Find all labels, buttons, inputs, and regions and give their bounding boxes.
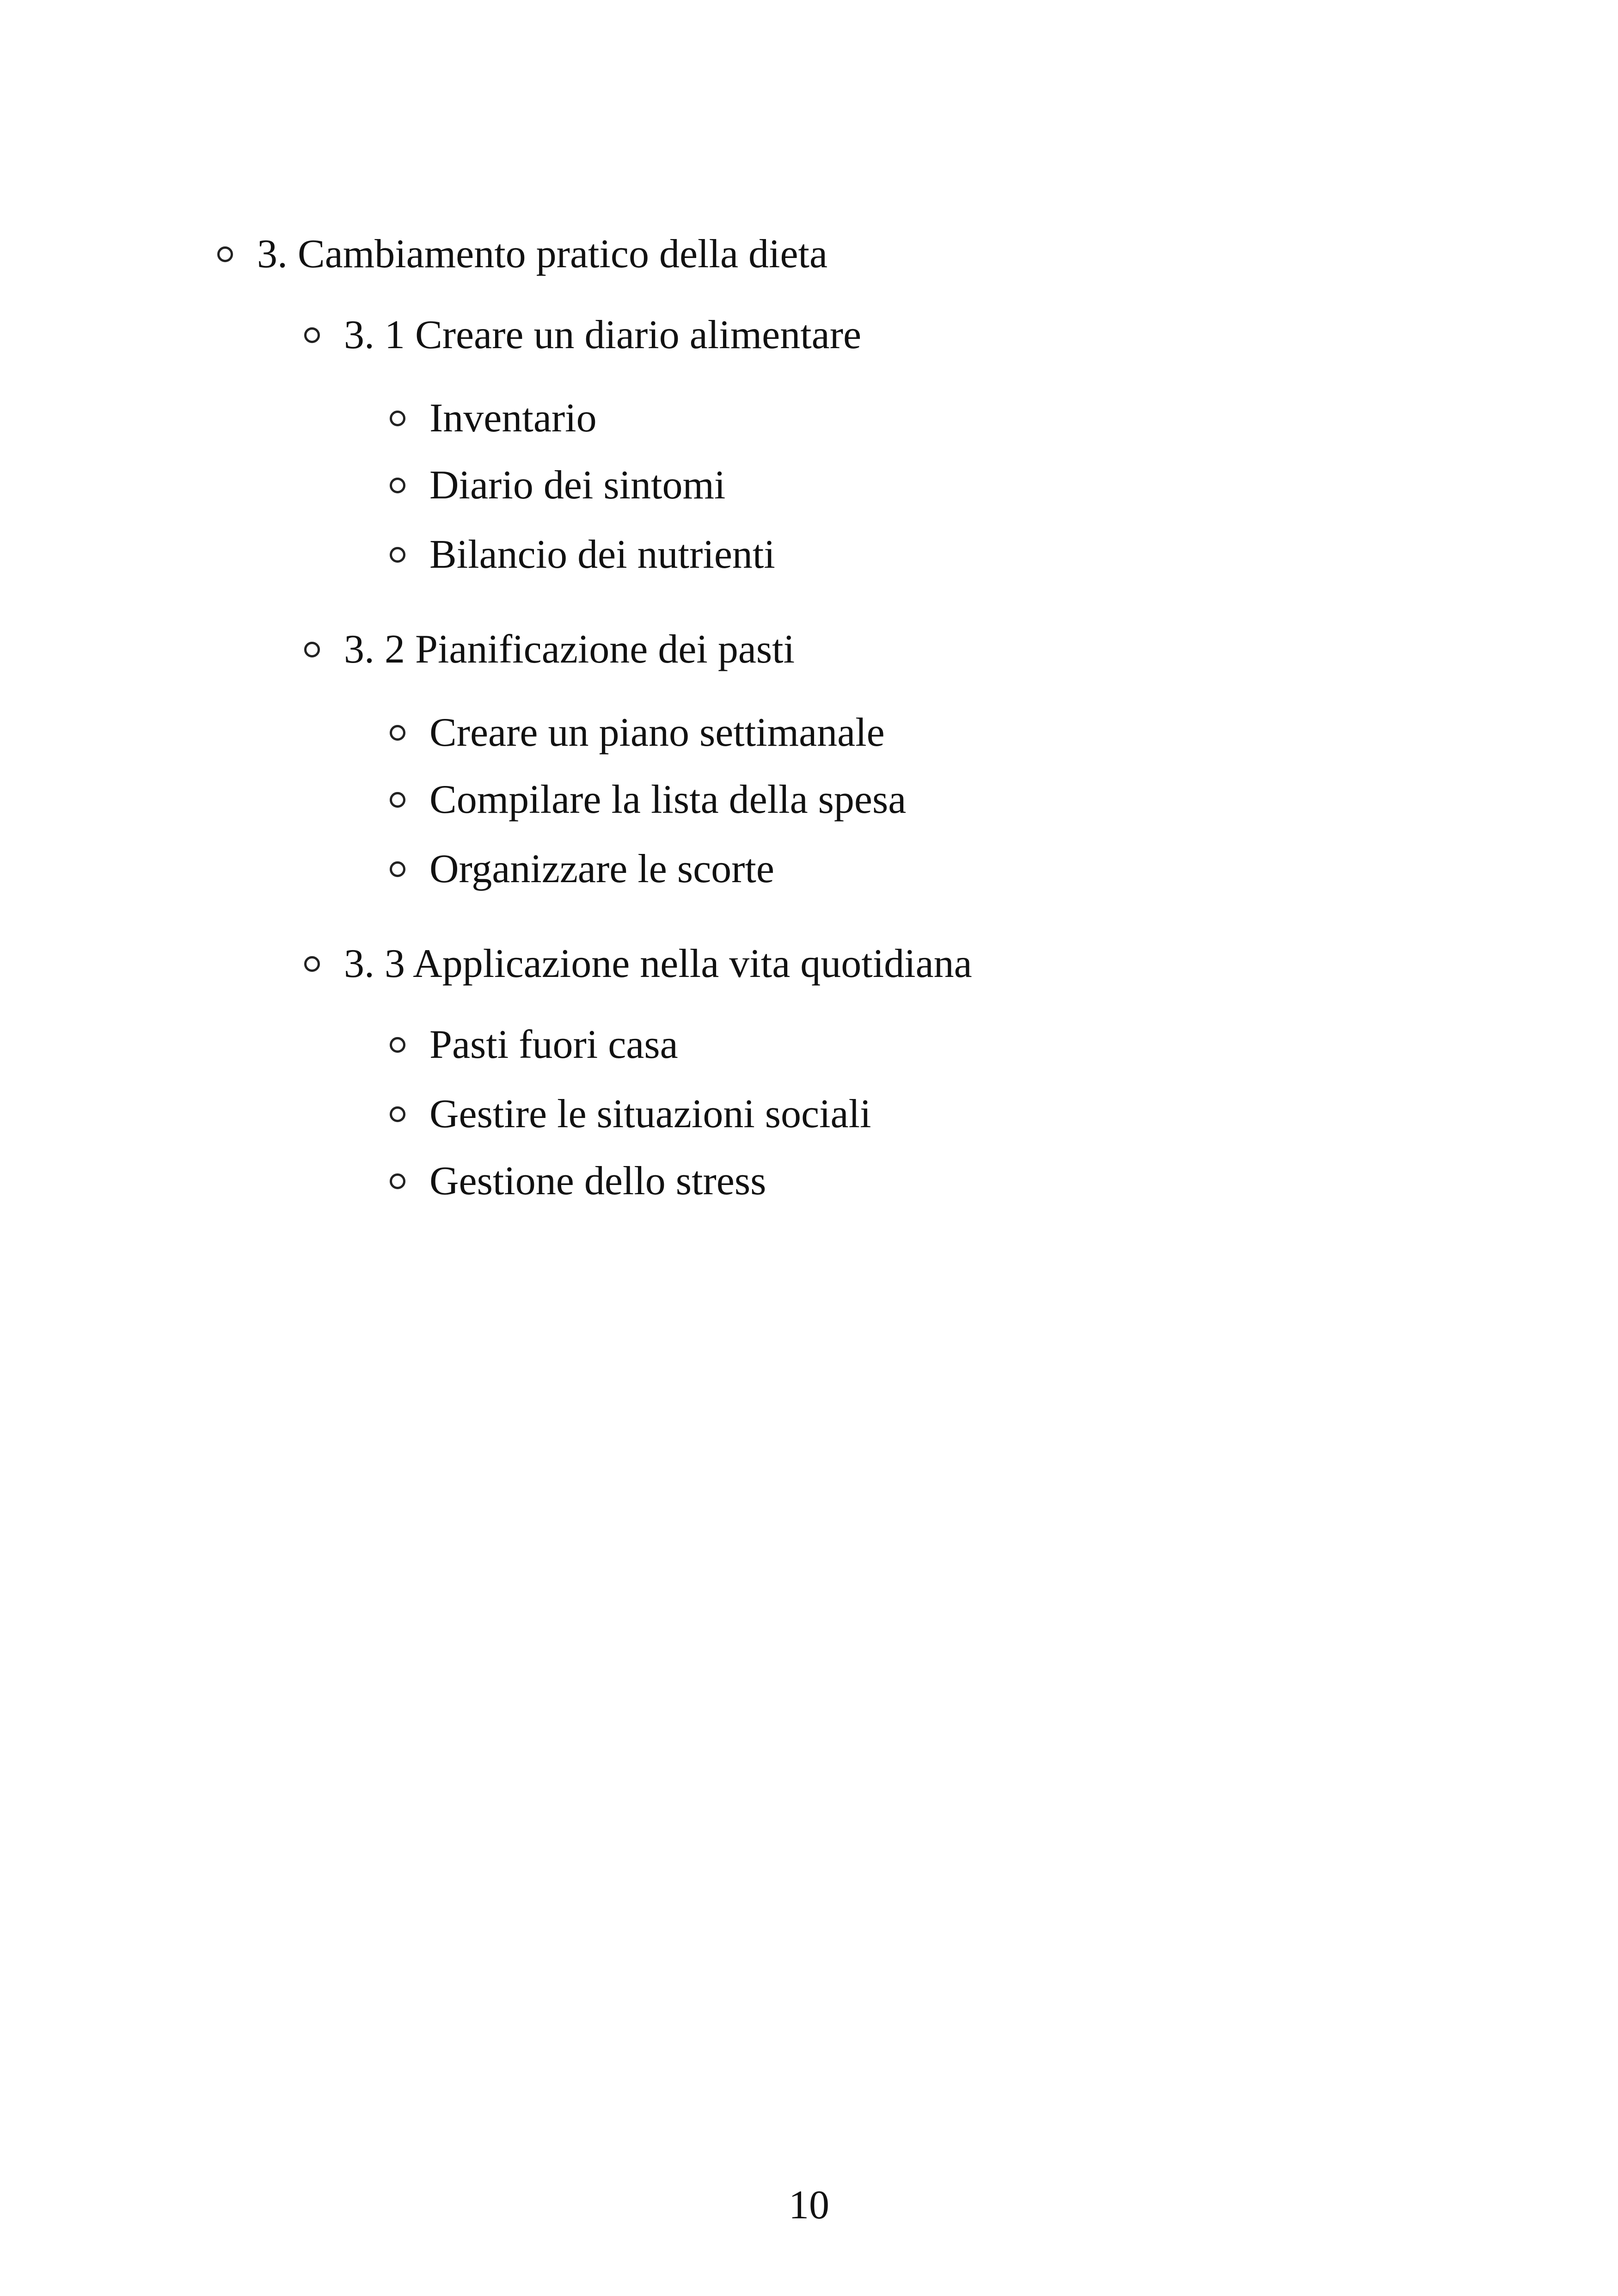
hollow-circle-bullet-icon xyxy=(217,246,233,262)
outline-item-subsection-3-2 xyxy=(304,622,795,677)
hollow-circle-bullet-icon xyxy=(390,725,405,741)
outline-item xyxy=(390,1017,678,1073)
hollow-circle-bullet-icon xyxy=(304,327,320,343)
hollow-circle-bullet-icon xyxy=(304,956,320,972)
outline-item-label: Creare un piano settimanale xyxy=(429,710,885,755)
outline-item-label: Pasti fuori casa xyxy=(429,1022,678,1067)
hollow-circle-bullet-icon xyxy=(390,547,405,563)
hollow-circle-bullet-icon xyxy=(390,411,405,426)
outline-item xyxy=(390,458,725,513)
outline-item-section-3 xyxy=(217,227,827,282)
hollow-circle-bullet-icon xyxy=(304,642,320,657)
outline-item xyxy=(390,1087,871,1142)
outline-item xyxy=(390,841,774,897)
outline-item-label: Organizzare le scorte xyxy=(429,847,774,891)
hollow-circle-bullet-icon xyxy=(390,861,405,877)
outline-item-label: Bilancio dei nutrienti xyxy=(429,532,775,577)
hollow-circle-bullet-icon xyxy=(390,1037,405,1053)
outline-item-label: 3. 2 Pianificazione dei pasti xyxy=(344,627,795,672)
outline-item-subsection-3-3 xyxy=(304,936,972,992)
outline-item xyxy=(390,772,906,828)
outline-item xyxy=(390,705,885,761)
outline-item-label: Diario dei sintomi xyxy=(429,463,726,508)
outline-item xyxy=(390,527,775,583)
outline-item-label: 3. 3 Applicazione nella vita quotidiana xyxy=(344,941,972,986)
hollow-circle-bullet-icon xyxy=(390,478,405,493)
outline-item-label: 3. Cambiamento pratico della dieta xyxy=(257,232,828,276)
outline-item-label: Inventario xyxy=(429,396,597,441)
outline-item-subsection-3-1 xyxy=(304,307,861,363)
outline-item-label: Compilare la lista della spesa xyxy=(429,777,907,822)
outline-item-label: Gestione dello stress xyxy=(429,1159,766,1203)
outline-item-label: 3. 1 Creare un diario alimentare xyxy=(344,313,862,357)
page-number: 10 xyxy=(789,2183,829,2228)
hollow-circle-bullet-icon xyxy=(390,792,405,808)
outline-item-label: Gestire le situazioni sociali xyxy=(429,1092,871,1136)
outline-item xyxy=(390,391,597,446)
outline-item xyxy=(390,1154,766,1209)
hollow-circle-bullet-icon xyxy=(390,1173,405,1189)
hollow-circle-bullet-icon xyxy=(390,1106,405,1122)
